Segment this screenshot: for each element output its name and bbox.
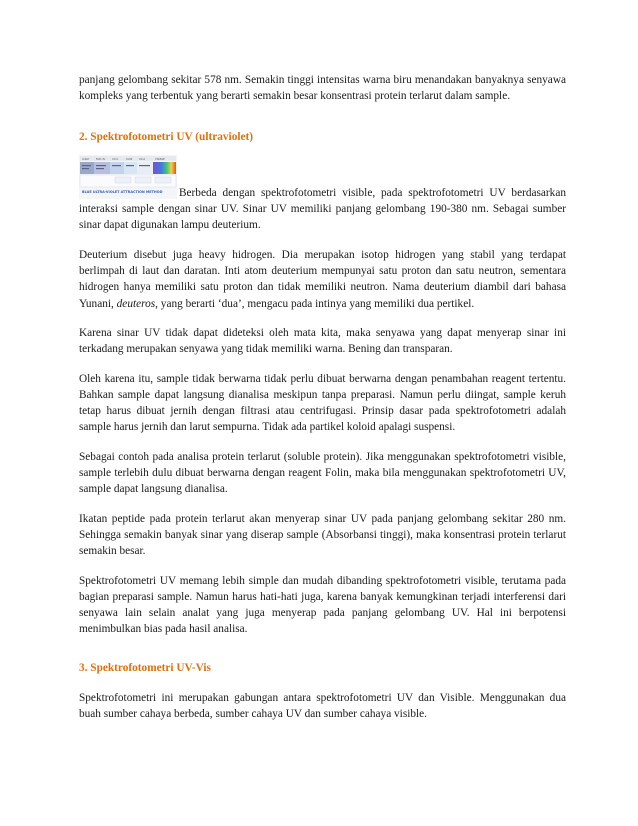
uv-paragraph-7: Spektrofotometri UV memang lebih simple dan mudah dibanding spektrofotometri visible, terutama pada bagian preparasi sample. Namun harus hati-hati juga, karena banyak kemungkinan terjadi interferensi dari senyawa lain selain analat yang juga menyerap pada panjang gelombang UV. Hal ini berpotensi menimbulkan bias pada hasil analisa. — [79, 574, 566, 636]
band-label-far-uv: FAR UV — [96, 157, 106, 161]
band-label-uvc: UV-C — [112, 157, 119, 161]
uv-paragraph-2 — [79, 247, 566, 312]
band-label-uvb: UV-B — [126, 157, 133, 161]
text-line — [112, 165, 121, 166]
text-line — [82, 165, 91, 166]
uv-spectrum-diagram — [79, 155, 177, 199]
uv-paragraph-2-emphasis: deuteros — [116, 297, 156, 310]
text-line — [82, 168, 89, 169]
band-label-visible: VISIBLE — [155, 157, 165, 161]
uv-paragraph-4: Oleh karena itu, sample tidak berwarna tidak perlu dibuat berwarna dengan penambahan reagent tertentu. Bahkan sample dapat langsung dianalisa meskipun tanpa preparasi. Namun perlu diingat, sample keruh tetap harus dibuat jernih dengan filtrasi atau centrifugasi. Prinsip dasar pada spektrofotometri adalah sample harus jernih dan larut sempurna. Tidak ada partikel koloid apalagi suspensi. — [79, 372, 566, 434]
section-heading-uv: 2. Spektrofotometri UV (ultraviolet) — [79, 130, 254, 143]
uv-paragraph-2-after: , yang berarti ‘dua’, mengacu pada intinya yang memiliki dua pertikel. — [155, 297, 475, 310]
uvvis-paragraph-1: Spektrofotometri ini merupakan gabungan antara spektrofotometri UV dan Visible. Menggunakan dua buah sumber cahaya berbeda, sumber cahaya UV dan sumber cahaya visible. — [79, 692, 566, 721]
section-heading-uvvis: 3. Spektrofotometri UV-Vis — [79, 661, 211, 674]
intro-paragraph: panjang gelombang sekitar 578 nm. Semakin tinggi intensitas warna biru menandakan banyaknya senyawa kompleks yang terbentuk yang berarti semakin besar konsentrasi protein terlarut dalam sample. — [79, 74, 566, 103]
uv-figure-block — [79, 155, 566, 247]
document-page — [79, 72, 566, 736]
detail-box-1 — [115, 177, 131, 183]
text-line — [96, 165, 106, 166]
band-uvc — [110, 162, 124, 174]
uv-paragraph-3: Karena sinar UV tidak dapat dideteksi oleh mata kita, maka senyawa yang dapat menyerap sinar ini terkadang merupakan senyawa yang tidak memiliki warna. Bening dan transparan. — [79, 326, 566, 356]
uv-paragraph-6: Ikatan peptide pada protein terlarut akan menyerap sinar UV pada panjang gelombang sekitar 280 nm. Sehingga semakin banyak sinar yang diserap sample (Absorbansi tinggi), maka konsentrasi protein terlarut semakin besar. — [79, 512, 566, 558]
figure-caption: BLUE ULTRA-VIOLET ATTRACTION METHOD — [82, 189, 163, 194]
uv-paragraph-1: Berbeda dengan spektrofotometri visible, pada spektrofotometri UV berdasarkan interaksi sample dengan sinar UV. Sinar UV memiliki panjang gelombang 190-380 nm. Sebagai sumber sinar dapat digunakan lampu deuterium. — [79, 186, 566, 232]
band-uvb — [124, 162, 137, 174]
band-label-xray: X-RAY — [82, 157, 90, 161]
text-line — [139, 165, 150, 166]
uv-spectrum-figure — [79, 155, 177, 199]
uv-paragraph-5: Sebagai contoh pada analisa protein terlarut (soluble protein). Jika menggunakan spektrofotometri visible, sample terlebih dulu dibuat berwarna dengan reagent Folin, maka bila menggunakan spektrofotometri UV, sample dapat langsung dianalisa. — [79, 450, 566, 496]
uv-paragraph-2-before: Deuterium disebut juga heavy hidrogen. Dia merupakan isotop hidrogen yang stabil yang terdapat berlimpah di laut dan daratan. Inti atom deuterium mempunyai satu proton dan satu neutron, sementara hidrogen hanya memiliki satu proton dan tidak memiliki neutron. Nama deuterium diambil dari bahasa Yunani, — [79, 248, 566, 310]
band-label-uva: UV-A — [139, 157, 146, 161]
text-line — [96, 168, 104, 169]
detail-box-3 — [155, 177, 171, 183]
band-visible — [153, 162, 176, 174]
band-uva — [137, 162, 153, 174]
detail-box-2 — [135, 177, 151, 183]
text-line — [126, 165, 134, 166]
